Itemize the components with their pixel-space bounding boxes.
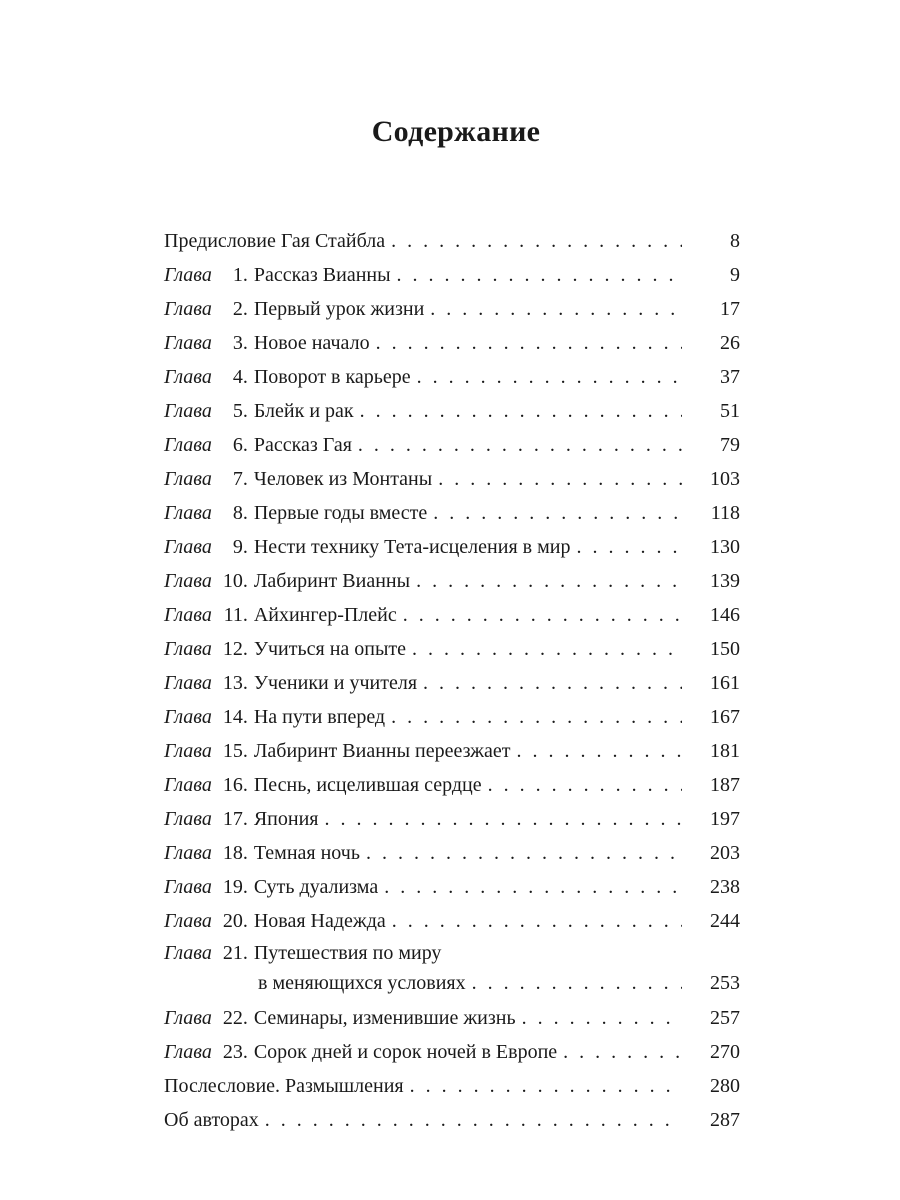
- leader-dots: [576, 530, 682, 564]
- chapter-number: 17.: [222, 808, 248, 830]
- leader-dots: [391, 700, 682, 734]
- chapter-label: Глава: [164, 400, 212, 422]
- leader-dots: [412, 632, 682, 666]
- page-number: 8: [730, 230, 740, 252]
- toc-entry-chapter[interactable]: [164, 1001, 740, 1035]
- chapter-label: Глава: [164, 1007, 212, 1029]
- chapter-number: 14.: [222, 706, 248, 728]
- leader-dots: [397, 258, 682, 292]
- chapter-number: 21.: [222, 942, 248, 964]
- entry-title: Поворот в карьере: [253, 366, 411, 388]
- chapter-number: 7.: [232, 468, 248, 490]
- chapter-label: Глава: [164, 638, 212, 660]
- page-title: Содержание: [371, 115, 541, 148]
- page-number: 270: [710, 1041, 740, 1063]
- entry-title: Сорок дней и сорок ночей в Европе: [253, 1041, 558, 1063]
- entry-title: Рассказ Вианны: [253, 264, 391, 286]
- toc-entry-chapter[interactable]: [164, 632, 740, 666]
- toc-entry-chapter[interactable]: [164, 564, 740, 598]
- chapter-label: Глава: [164, 774, 212, 796]
- chapter-number: 13.: [222, 672, 248, 694]
- page-number: 181: [710, 740, 740, 762]
- entry-title: Айхингер-Плейс: [253, 604, 397, 626]
- leader-dots: [392, 904, 682, 938]
- entry-title: Учиться на опыте: [253, 638, 407, 660]
- leader-dots: [430, 292, 682, 326]
- chapter-label: Глава: [164, 1041, 212, 1063]
- leader-dots: [384, 870, 682, 904]
- chapter-number: 12.: [222, 638, 248, 660]
- chapter-number: 4.: [232, 366, 248, 388]
- page-number: 150: [710, 638, 740, 660]
- leader-dots: [391, 224, 682, 258]
- toc-entry-chapter[interactable]: [164, 836, 740, 870]
- entry-title: Предисловие Гая Стайбла: [164, 230, 386, 252]
- chapter-number: 18.: [222, 842, 248, 864]
- toc-entry-foreword[interactable]: [164, 224, 740, 258]
- leader-dots: [358, 428, 682, 462]
- chapter-number: 16.: [222, 774, 248, 796]
- entry-title-continued: в меняющихся условиях: [258, 972, 466, 994]
- chapter-label: Глава: [164, 298, 212, 320]
- page-number: 26: [720, 332, 740, 354]
- chapter-label: Глава: [164, 740, 212, 762]
- page-number: 238: [710, 876, 740, 898]
- chapter-number: 10.: [222, 570, 248, 592]
- chapter-label: Глава: [164, 366, 212, 388]
- entry-title: Нести технику Тета-исцеления в мир: [253, 536, 571, 558]
- toc-entry-chapter[interactable]: [164, 360, 740, 394]
- chapter-label: Глава: [164, 264, 212, 286]
- entry-title: Послесловие. Размышления: [164, 1075, 404, 1097]
- page-number: 51: [720, 400, 740, 422]
- page-number: 287: [710, 1109, 740, 1131]
- toc-entry-chapter[interactable]: [164, 462, 740, 496]
- leader-dots: [417, 360, 682, 394]
- chapter-label: Глава: [164, 332, 212, 354]
- chapter-label: Глава: [164, 706, 212, 728]
- page-number: 37: [720, 366, 740, 388]
- table-of-contents: [164, 224, 740, 1137]
- chapter-label: Глава: [164, 842, 212, 864]
- toc-entry-chapter[interactable]: [164, 428, 740, 462]
- entry-title: Семинары, изменившие жизнь: [253, 1007, 516, 1029]
- chapter-label: Глава: [164, 434, 212, 456]
- chapter-number: 11.: [223, 604, 248, 626]
- page-number: 79: [720, 434, 740, 456]
- entry-title: Япония: [253, 808, 319, 830]
- chapter-number: 3.: [232, 332, 248, 354]
- toc-entry-chapter[interactable]: [164, 530, 740, 564]
- leader-dots: [265, 1103, 682, 1137]
- chapter-label: Глава: [164, 942, 212, 964]
- toc-entry-chapter[interactable]: [164, 904, 740, 938]
- toc-entry-chapter[interactable]: [164, 598, 740, 632]
- leader-dots: [403, 598, 682, 632]
- leader-dots: [410, 1069, 682, 1103]
- chapter-number: 23.: [222, 1041, 248, 1063]
- chapter-number: 20.: [222, 910, 248, 932]
- leader-dots: [433, 496, 682, 530]
- leader-dots: [376, 326, 682, 360]
- page-number: 257: [710, 1007, 740, 1029]
- toc-entry-chapter[interactable]: [164, 292, 740, 326]
- leader-dots: [423, 666, 682, 700]
- toc-entry-chapter[interactable]: [164, 496, 740, 530]
- toc-entry-chapter[interactable]: [164, 938, 740, 998]
- page-number: 9: [730, 264, 740, 286]
- entry-title: Первый урок жизни: [253, 298, 425, 320]
- entry-title: Первые годы вместе: [253, 502, 428, 524]
- entry-title: Песнь, исцелившая сердце: [253, 774, 482, 796]
- toc-entry-chapter[interactable]: [164, 870, 740, 904]
- entry-title: Путешествия по миру: [253, 942, 442, 964]
- page-number: 280: [710, 1075, 740, 1097]
- leader-dots: [472, 968, 682, 998]
- toc-entry-chapter[interactable]: [164, 768, 740, 802]
- toc-entry-chapter[interactable]: [164, 666, 740, 700]
- page-number: 103: [710, 468, 740, 490]
- chapter-number: 6.: [232, 434, 248, 456]
- entry-title: На пути вперед: [253, 706, 386, 728]
- entry-title: Блейк и рак: [253, 400, 354, 422]
- chapter-label: Глава: [164, 876, 212, 898]
- leader-dots: [416, 564, 682, 598]
- chapter-number: 19.: [222, 876, 248, 898]
- entry-title: Человек из Монтаны: [253, 468, 433, 490]
- entry-title: Новое начало: [253, 332, 370, 354]
- chapter-list: [164, 258, 740, 1069]
- page-number: 139: [710, 570, 740, 592]
- page-number: 197: [710, 808, 740, 830]
- toc-entry-authors[interactable]: [164, 1103, 740, 1137]
- chapter-label: Глава: [164, 808, 212, 830]
- leader-dots: [522, 1001, 682, 1035]
- page-number: 130: [710, 536, 740, 558]
- entry-title: Лабиринт Вианны: [253, 570, 411, 592]
- page-number: 167: [710, 706, 740, 728]
- page-number: 161: [710, 672, 740, 694]
- chapter-label: Глава: [164, 502, 212, 524]
- page-number: 187: [710, 774, 740, 796]
- leader-dots: [366, 836, 682, 870]
- entry-title: Об авторах: [164, 1109, 259, 1131]
- toc-entry-chapter[interactable]: [164, 258, 740, 292]
- chapter-label: Глава: [164, 570, 212, 592]
- toc-entry-afterword[interactable]: [164, 1069, 740, 1103]
- chapter-number: 22.: [222, 1007, 248, 1029]
- page-number: 17: [720, 298, 740, 320]
- page-number: 203: [710, 842, 740, 864]
- toc-entry-chapter[interactable]: [164, 1035, 740, 1069]
- chapter-number: 1.: [232, 264, 248, 286]
- chapter-label: Глава: [164, 468, 212, 490]
- entry-title: Новая Надежда: [253, 910, 386, 932]
- leader-dots: [517, 734, 683, 768]
- page-number: 118: [710, 502, 740, 524]
- leader-dots: [438, 462, 682, 496]
- chapter-label: Глава: [164, 604, 212, 626]
- chapter-number: 8.: [232, 502, 248, 524]
- toc-entry-chapter[interactable]: [164, 734, 740, 768]
- toc-entry-chapter[interactable]: [164, 802, 740, 836]
- toc-entry-chapter[interactable]: [164, 326, 740, 360]
- leader-dots: [488, 768, 682, 802]
- toc-entry-chapter[interactable]: [164, 700, 740, 734]
- entry-title: Лабиринт Вианны переезжает: [253, 740, 511, 762]
- chapter-number: 5.: [232, 400, 248, 422]
- entry-title: Рассказ Гая: [253, 434, 352, 456]
- page-number: 244: [710, 910, 740, 932]
- page-number: 253: [710, 972, 740, 994]
- toc-entry-chapter[interactable]: [164, 394, 740, 428]
- entry-title: Ученики и учителя: [253, 672, 418, 694]
- leader-dots: [563, 1035, 682, 1069]
- page-number: 146: [710, 604, 740, 626]
- leader-dots: [360, 394, 682, 428]
- entry-title: Темная ночь: [253, 842, 360, 864]
- entry-title: Суть дуализма: [253, 876, 379, 898]
- chapter-number: 15.: [222, 740, 248, 762]
- chapter-number: 9.: [232, 536, 248, 558]
- leader-dots: [324, 802, 682, 836]
- chapter-label: Глава: [164, 672, 212, 694]
- chapter-number: 2.: [232, 298, 248, 320]
- chapter-label: Глава: [164, 910, 212, 932]
- chapter-label: Глава: [164, 536, 212, 558]
